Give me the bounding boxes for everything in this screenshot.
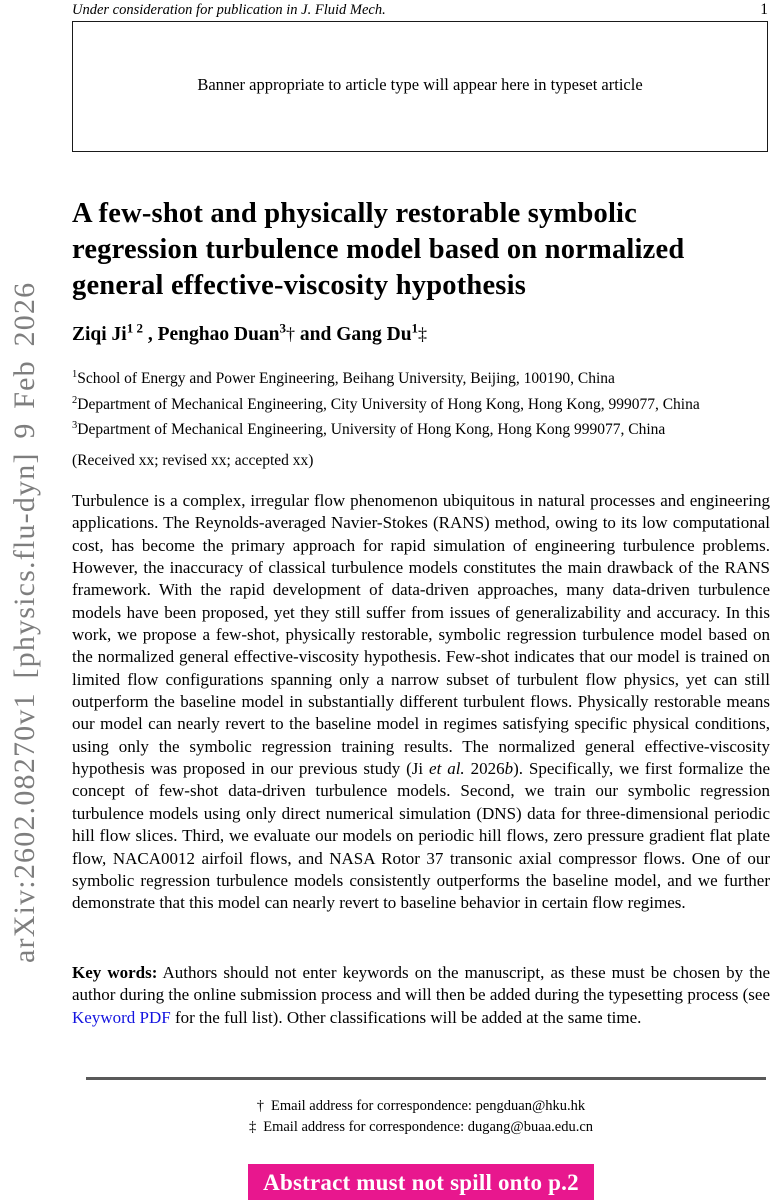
paper-title-line-1: A few-shot and physically restorable symbolic	[72, 198, 638, 229]
affiliation-3	[72, 417, 770, 443]
footnote-double-dagger	[72, 1117, 770, 1138]
author-separator-1: ,	[142, 324, 158, 345]
abstract-year-suffix: b	[504, 759, 514, 779]
author-separator-2: and	[295, 324, 337, 345]
author-2-name: Penghao Duan	[157, 324, 280, 345]
paper-title-line-3: general effective-viscosity hypothesis	[72, 270, 526, 301]
abstract-et-al: et al.	[429, 759, 465, 779]
affiliation-1	[72, 366, 770, 392]
running-head: Under consideration for publication in J. Fluid Mech.	[72, 2, 386, 18]
footnote-dagger-text: Email address for correspondence: pengduan@hku.hk	[271, 1098, 586, 1114]
keywords-label: Key words:	[72, 963, 158, 982]
author-2-corresponding-dagger: †	[286, 324, 296, 344]
abstract-text-2: 2026	[464, 759, 505, 779]
footnote-double-dagger-text: Email address for correspondence: dugang@buaa.edu.cn	[263, 1118, 594, 1135]
affiliation-2-sup: 2	[72, 394, 78, 406]
affiliation-3-sup: 3	[72, 419, 78, 431]
paper-title	[72, 196, 770, 304]
affiliation-3-text: Department of Mechanical Engineering, University of Hong Kong, Hong Kong 999077, China	[77, 421, 666, 438]
footnote-dagger	[72, 1096, 770, 1117]
author-3-name: Gang Du	[336, 324, 412, 345]
paper-title-line-2: regression turbulence model based on normalized	[72, 234, 685, 265]
dagger-mark: †	[256, 1098, 265, 1114]
abstract-text-1: Turbulence is a complex, irregular flow phenomenon ubiquitous in natural processes and engineering applications. The Reynolds-averaged Navier-Stokes (RANS) method, owing to its low computational cost, has become the primary approach for rapid simulation of engineering turbulence problems. However, the inaccuracy of classical turbulence models constitutes the main drawback of the RANS framework. With the rapid development of data-driven approaches, many data-driven turbulence models have been proposed, yet they still suffer from issues of generalizability and accuracy. In this work, we propose a few-shot, physically restorable, symbolic regression turbulence model based on the normalized general effective-viscosity hypothesis. Few-shot indicates that our model is trained on limited flow configurations spanning only a narrow subset of turbulent flow physics, yet can still outperform the baseline model in substantially different turbulent flows. Physically restorable means our model can nearly revert to the baseline model in regimes satisfying specific physical conditions, using only the symbolic regression training results. The normalized general effective-viscosity hypothesis was proposed in our previous study (Ji	[72, 491, 770, 779]
abstract-paragraph	[72, 490, 770, 915]
author-3-corresponding-dagger: ‡	[418, 324, 428, 344]
affiliation-list	[72, 366, 770, 443]
keywords-text-after-link: for the full list). Other classifications will be added at the same time.	[170, 1007, 642, 1027]
affiliation-1-text: School of Energy and Power Engineering, Beihang University, Beijing, 100190, China	[77, 370, 615, 387]
footnote-divider-rule	[86, 1077, 766, 1080]
abstract-text-3: ). Specifically, we first formalize the concept of few-shot data-driven turbulence models. Second, we train our symbolic regression turbulence models using only direct numerical simulation (DNS) data for three-dimensional periodic hill flow slices. Third, we evaluate our models on periodic hill flows, zero pressure gradient flat plate flow, NACA0012 airfoil flows, and NASA Rotor 37 transonic axial compressor flows. One of our symbolic regression turbulence models consistently outperforms the baseline model, and we further demonstrate that this model can nearly revert to baseline behavior in certain flow regimes.	[72, 759, 771, 913]
affiliation-1-sup: 1	[72, 368, 78, 380]
keywords-text-before-link: Authors should not enter keywords on the manuscript, as these must be chosen by the author during the online submission process and will then be added during the typesetting process (see	[72, 963, 770, 1005]
author-2-affil-sup: 3	[279, 320, 287, 336]
arxiv-identifier-stamp: arXiv:2602.08270v1 [physics.flu-dyn] 9 Feb 2026	[8, 281, 41, 963]
received-history-line: (Received xx; revised xx; accepted xx)	[72, 452, 314, 469]
author-1-name: Ziqi Ji	[72, 324, 127, 345]
affiliation-2-text: Department of Mechanical Engineering, City University of Hong Kong, Hong Kong, 999077, China	[77, 395, 700, 413]
page-number: 1	[760, 1, 768, 18]
keyword-pdf-link[interactable]: Keyword PDF	[72, 1007, 171, 1027]
keywords-paragraph	[72, 962, 770, 1029]
author-3-affil-sup: 1	[411, 320, 419, 336]
affiliation-2	[72, 392, 770, 418]
article-type-banner-box	[72, 21, 768, 152]
footnote-block	[72, 1096, 770, 1137]
abstract-spill-warning-banner: Abstract must not spill onto p.2	[248, 1164, 594, 1200]
author-1-affil-sup: 1 2	[126, 320, 143, 336]
author-line	[72, 320, 428, 346]
double-dagger-mark: ‡	[248, 1118, 257, 1135]
article-type-banner-text: Banner appropriate to article type will appear here in typeset article	[197, 75, 643, 94]
